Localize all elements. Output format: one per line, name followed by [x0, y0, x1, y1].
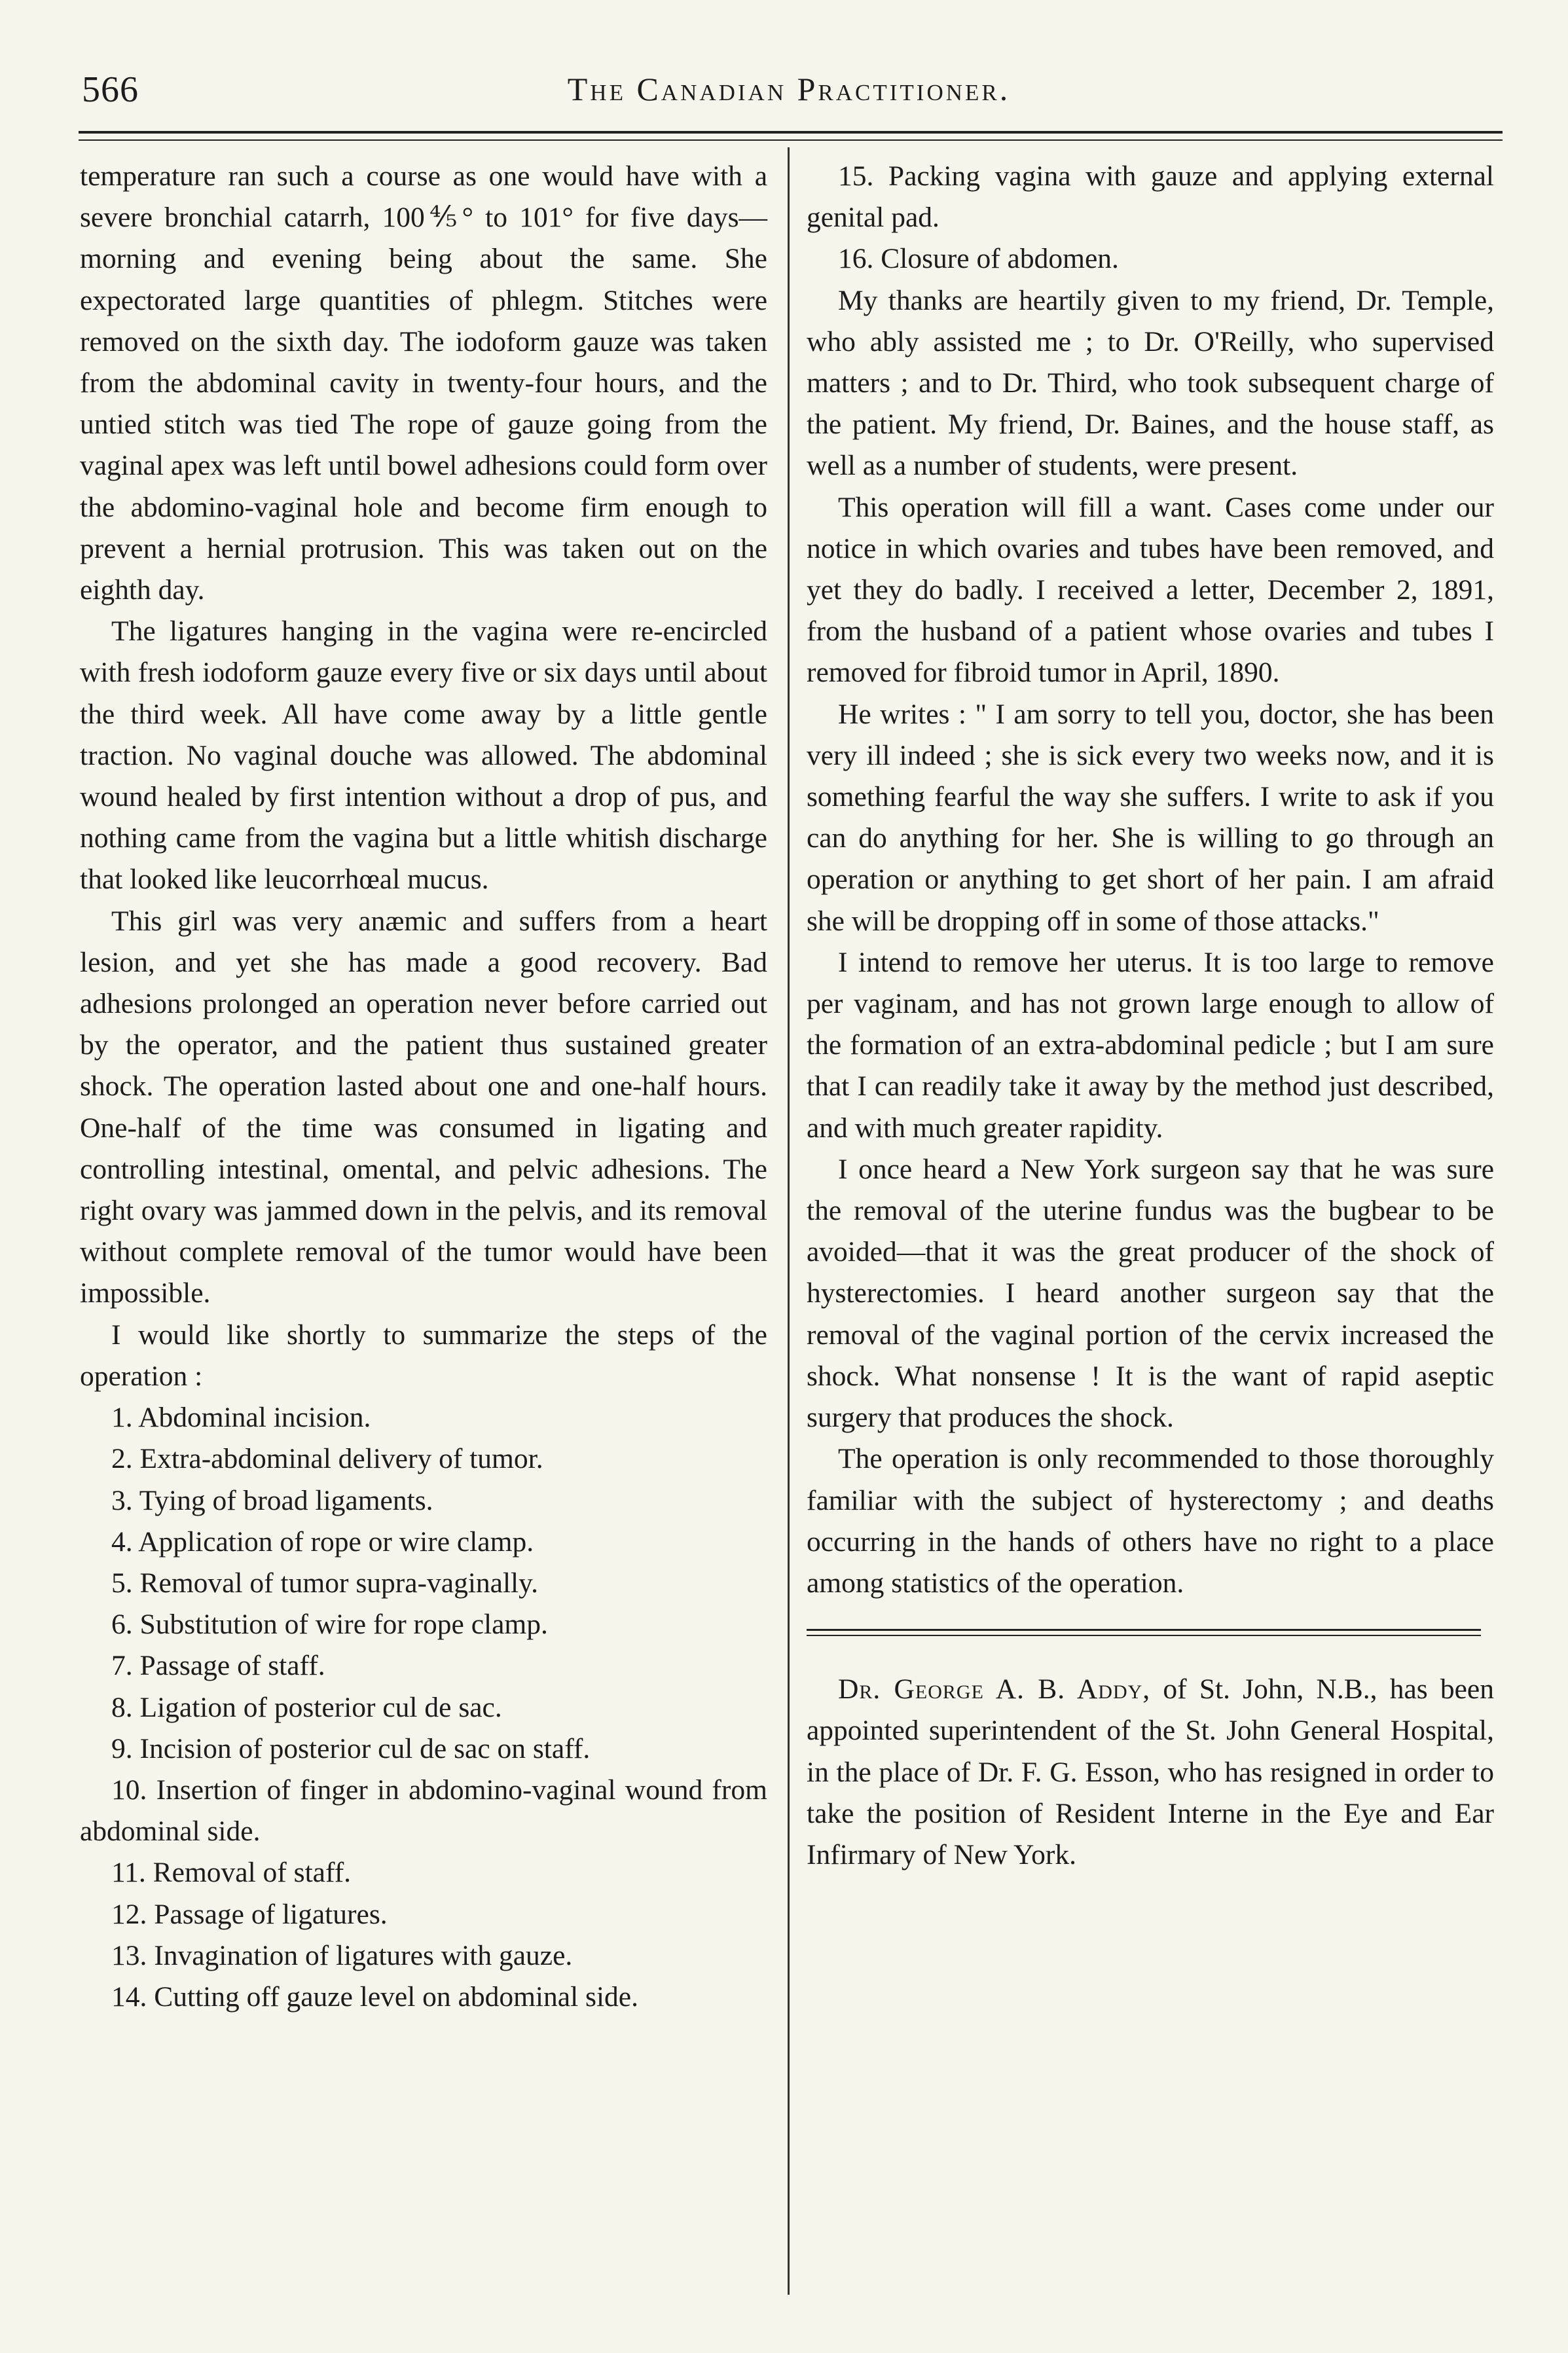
paragraph-appointment-notice — [807, 1669, 1494, 1876]
paragraph-summary-intro: I would like shortly to summarize the steps of the operation : — [80, 1319, 767, 1392]
paragraph-thanks: My thanks are heartily given to my friend, Dr. Temple, who ably assisted me ; to Dr. O'Reilly, who supervised matters ; and to Dr. Third, who took subsequent charge of the patient. My friend, Dr. Baines, and the house staff, as well as a number of students, were present. — [807, 284, 1494, 482]
page-header — [75, 62, 1503, 134]
step-item: 10. Insertion of finger in abdomino-vaginal wound from abdominal side. — [80, 1774, 767, 1848]
left-column — [80, 156, 767, 2018]
paragraph-intent: I intend to remove her uterus. It is too large to remove per vaginam, and has not grown large enough to allow of the formation of an extra-abdominal pedicle ; but I am sure that I can readily take it away by the method just described, and with much greater rapidity. — [807, 946, 1494, 1144]
section-rule — [807, 1629, 1481, 1636]
step-item: 13. Invagination of ligatures with gauze. — [111, 1939, 573, 1971]
page-number: 566 — [82, 69, 139, 110]
step-item: 4. Application of rope or wire clamp. — [111, 1525, 534, 1558]
step-item: 11. Removal of staff. — [111, 1857, 352, 1889]
paragraph-want: This operation will fill a want. Cases come under our notice in which ovaries and tubes have been removed, and yet they do badly. I received a letter, December 2, 1891, from the husband of a patient whose ovaries and tubes I removed for fibroid tumor in April, 1890. — [807, 491, 1494, 689]
step-item: 9. Incision of posterior cul de sac on staff. — [111, 1732, 591, 1764]
step-item: 5. Removal of tumor supra-vaginally. — [111, 1567, 538, 1599]
notice-text: of St. John, N.B., has been appointed superintendent of the St. John General Hospital, in the place of Dr. F. G. Esson, who has resigned in order to take the position of Resident Interne in the Eye and Ear Infirmary of New York. — [807, 1673, 1494, 1870]
step-item: 8. Ligation of posterior cul de sac. — [111, 1691, 502, 1723]
step-item: 12. Passage of ligatures. — [111, 1898, 388, 1930]
running-title: The Canadian Practitioner. — [567, 71, 1011, 107]
step-item: 14. Cutting off gauze level on abdominal side. — [111, 1980, 638, 2013]
step-item: 2. Extra-abdominal delivery of tumor. — [111, 1443, 543, 1475]
step-item: 16. Closure of abdomen. — [838, 243, 1119, 275]
paragraph-recovery: This girl was very anæmic and suffers from a heart lesion, and yet she has made a good recovery. Bad adhesions prolonged an operation never before carried out by the operator, and the patient thus sustained greater shock. The operation lasted about one and one-half hours. One-half of the time was consumed in ligating and controlling intestinal, omental, and pelvic adhesions. The right ovary was jammed down in the pelvis, and its removal without complete removal of the tumor would have been impossible. — [80, 905, 767, 1309]
right-column — [807, 156, 1494, 1876]
paragraph-recommendation: The operation is only recommended to those thoroughly familiar with the subject of hysterectomy ; and deaths occurring in the hands of others have no right to a place among statistics of the operation. — [807, 1443, 1494, 1599]
step-item: 1. Abdominal incision. — [111, 1402, 371, 1434]
paragraph-new-york-surgeon: I once heard a New York surgeon say that he was sure the removal of the uterine fundus was the bugbear to be avoided—that it was the great producer of the shock of hysterectomies. I heard another surgeon say that the removal of the vaginal portion of the cervix increased the shock. What nonsense ! It is the want of rapid aseptic surgery that produces the shock. — [807, 1153, 1494, 1434]
step-item: 6. Substitution of wire for rope clamp. — [111, 1609, 548, 1641]
header-rule — [79, 131, 1503, 141]
paragraph-ligatures: The ligatures hanging in the vagina were re-encircled with fresh iodoform gauze every five or six days until about the third week. All have come away by a little gentle traction. No vaginal douche was allowed. The abdominal wound healed by first intention without a drop of pus, and nothing came from the vagina but a little whitish discharge that looked like leucorrhœal mucus. — [80, 615, 767, 896]
step-item: 15. Packing vagina with gauze and applying external genital pad. — [807, 160, 1494, 234]
step-item: 7. Passage of staff. — [111, 1650, 325, 1682]
step-item: 3. Tying of broad ligaments. — [111, 1484, 433, 1516]
paragraph-letter-quote: He writes : " I am sorry to tell you, doctor, she has been very ill indeed ; she is sick every two weeks now, and it is something fearful the way she suffers. I write to ask if you can do anything for her. She is willing to go through an operation or anything to get short of her pain. I am afraid she will be dropping off in some of those attacks." — [807, 698, 1494, 937]
column-divider — [788, 147, 790, 2295]
paragraph-temperature: temperature ran such a course as one would have with a severe bronchial catarrh, 100⅘° to 101° for five days—morning and evening being about the same. She expectorated large quantities of phlegm. Stitches were removed on the sixth day. The iodoform gauze was taken from the abdominal cavity in twenty-four hours, and the untied stitch was tied The rope of gauze going from the vaginal apex was left until bowel adhesions could form over the abdomino-vaginal hole and become firm enough to prevent a hernial protrusion. This was taken out on the eighth day. — [80, 160, 767, 606]
notice-name: Dr. George A. B. Addy, — [838, 1673, 1151, 1705]
